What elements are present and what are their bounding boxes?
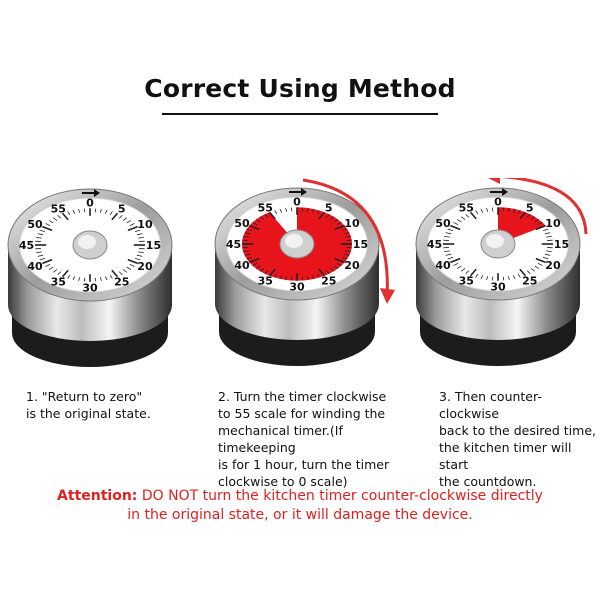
dial-number: 5 <box>525 201 534 215</box>
step-3-line: the kitchen timer will start <box>439 440 572 472</box>
dial-number: 0 <box>86 196 94 210</box>
dial-number: 10 <box>137 217 153 231</box>
step-2-line: 2. Turn the timer clockwise <box>218 389 387 404</box>
dial-number: 20 <box>545 259 561 273</box>
attention-text-line-2: in the original state, or it will damage the device. <box>127 507 473 523</box>
step-2-line: clockwise to 0 scale) <box>218 474 348 489</box>
timer-return-to-zero-illustration <box>2 185 178 380</box>
step-1-line: is the original state. <box>26 406 151 421</box>
attention-label: Attention: <box>57 488 138 504</box>
step-2-line: is for 1 hour, turn the timer <box>218 457 390 472</box>
dial-number: 55 <box>257 201 273 215</box>
dial-number: 20 <box>137 260 153 274</box>
timer-knob-highlight <box>486 234 504 248</box>
dial-number: 15 <box>145 239 162 252</box>
dial-number: 10 <box>545 216 561 230</box>
timer-knob-highlight <box>78 235 96 249</box>
dial-number: 50 <box>435 216 451 230</box>
dial-number: 45 <box>18 239 35 252</box>
title-underline <box>162 113 438 115</box>
dial-number: 25 <box>522 274 538 288</box>
dial-number: 55 <box>50 202 66 216</box>
dial-number: 30 <box>82 281 98 295</box>
timer-knob-highlight <box>285 234 303 248</box>
dial-number: 25 <box>321 274 337 288</box>
dial-number: 30 <box>490 280 506 294</box>
step-3-line: 3. Then counter-clockwise <box>439 389 542 421</box>
step-3-line: back to the desired time, <box>439 423 596 438</box>
step-3-caption <box>439 388 599 490</box>
step-2-caption <box>218 388 418 490</box>
dial-number: 45 <box>426 238 443 251</box>
dial-number: 40 <box>435 259 451 273</box>
dial-number: 10 <box>344 216 360 230</box>
dial-number: 15 <box>352 238 369 251</box>
timer-countdown-illustration <box>410 178 600 380</box>
dial-number: 35 <box>257 274 273 288</box>
dial-number: 5 <box>117 202 126 216</box>
timer-wound-to-55-illustration <box>205 178 405 380</box>
dial-number: 40 <box>27 260 43 274</box>
step-2-line: mechanical timer.(If timekeeping <box>218 423 343 455</box>
dial-number: 50 <box>234 216 250 230</box>
dial-number: 0 <box>494 195 502 209</box>
dial-number: 35 <box>50 275 66 289</box>
step-1-line: 1. "Return to zero" <box>26 389 143 404</box>
dial-number: 30 <box>289 280 305 294</box>
counter-clockwise-arrowhead-icon <box>484 178 500 184</box>
dial-number: 5 <box>324 201 333 215</box>
dial-number: 20 <box>344 259 360 273</box>
step-1-caption <box>26 388 196 422</box>
dial-number: 40 <box>234 259 250 273</box>
clockwise-arrowhead-icon <box>380 288 395 304</box>
dial-number: 25 <box>114 275 130 289</box>
attention-text-line-1: DO NOT turn the kitchen timer counter-clockwise directly <box>137 488 543 504</box>
page-title: Correct Using Method <box>144 74 456 103</box>
step-3-line: the countdown. <box>439 474 537 489</box>
dial-number: 15 <box>553 238 570 251</box>
dial-number: 35 <box>458 274 474 288</box>
step-2-line: to 55 scale for winding the <box>218 406 386 421</box>
dial-number: 45 <box>225 238 242 251</box>
dial-number: 55 <box>458 201 474 215</box>
dial-number: 0 <box>293 195 301 209</box>
attention-note <box>0 487 600 525</box>
dial-number: 50 <box>27 217 43 231</box>
